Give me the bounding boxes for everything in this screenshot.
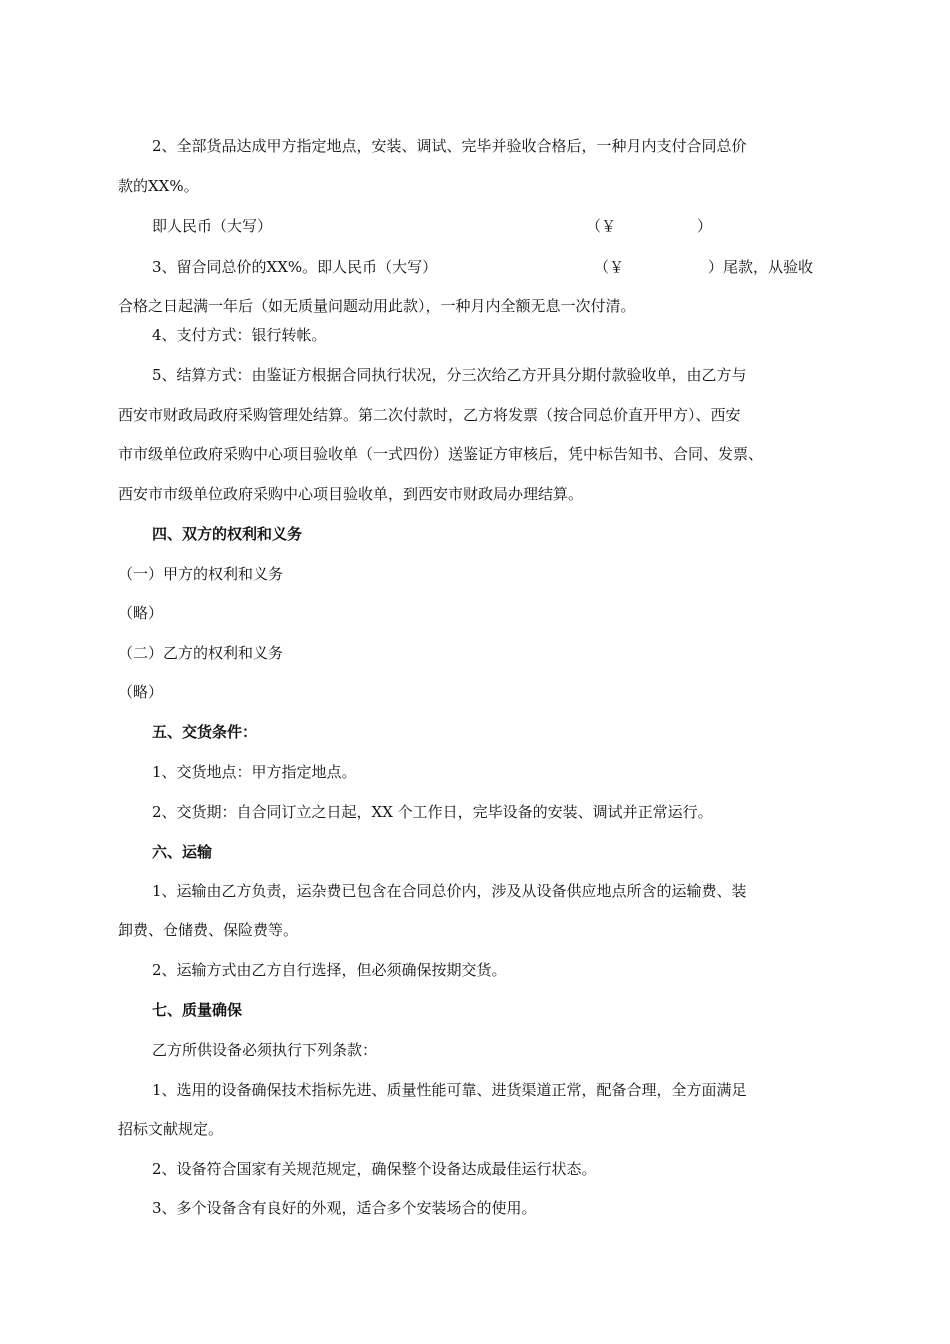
subsection-heading: （一）甲方的权利和义务 <box>118 565 284 583</box>
paragraph-line: 2、全部货品达成甲方指定地点，安装、调试、完毕并验收合格后，一种月内支付合同总价 <box>152 137 747 155</box>
paragraph-line: 2、设备符合国家有关规范规定，确保整个设备达成最佳运行状态。 <box>152 1160 597 1178</box>
paragraph-line: 即人民币（大写） <box>152 217 273 235</box>
section-heading: 六、运输 <box>152 843 213 861</box>
paragraph-line: 1、运输由乙方负责，运杂费已包含在合同总价内，涉及从设备供应地点所含的运输费、装 <box>152 882 747 900</box>
paragraph-line: 4、支付方式：银行转帐。 <box>152 326 327 344</box>
paragraph-line: 3、留合同总价的XX%。即人民币（大写） <box>152 258 438 276</box>
paragraph-line: 市市级单位政府采购中心项目验收单（一式四份）送鉴证方审核后，凭中标告知书、合同、发票、 <box>118 445 764 463</box>
paragraph-line: （略） <box>118 683 164 701</box>
paragraph-line: 2、运输方式由乙方自行选择，但必须确保按期交货。 <box>152 961 507 979</box>
paragraph-line: ）尾款，从验收 <box>708 258 814 276</box>
subsection-heading: （二）乙方的权利和义务 <box>118 644 284 662</box>
section-heading: 七、质量确保 <box>152 1001 243 1019</box>
paragraph-line: 招标文献规定。 <box>118 1120 224 1138</box>
paragraph-line: 西安市财政局政府采购管理处结算。第二次付款时，乙方将发票（按合同总价直开甲方）、西安 <box>118 406 741 424</box>
paragraph-line: 款的XX%。 <box>118 177 199 195</box>
paragraph-line: 西安市市级单位政府采购中心项目验收单，到西安市财政局办理结算。 <box>118 485 584 503</box>
paragraph-line: 2、交货期：自合同订立之日起，XX 个工作日，完毕设备的安装、调试并正常运行。 <box>152 803 713 821</box>
paragraph-line: 乙方所供设备必须执行下列条款： <box>152 1041 378 1059</box>
paragraph-line: （略） <box>118 604 164 622</box>
paragraph-line: 卸费、仓储费、保险费等。 <box>118 921 299 939</box>
paragraph-line: （￥ <box>586 217 617 235</box>
paragraph-line: 合格之日起满一年后（如无质量问题动用此款），一种月内全额无息一次付清。 <box>118 297 636 315</box>
paragraph-line: 3、多个设备含有良好的外观，适合多个安装场合的使用。 <box>152 1199 537 1217</box>
section-heading: 四、双方的权利和义务 <box>152 525 303 543</box>
paragraph-line: ） <box>697 217 713 235</box>
paragraph-line: 1、交货地点：甲方指定地点。 <box>152 763 357 781</box>
section-heading: 五、交货条件： <box>152 723 258 741</box>
paragraph-line: 1、选用的设备确保技术指标先进、质量性能可靠、进货渠道正常，配备合理，全方面满足 <box>152 1081 747 1099</box>
paragraph-line: 5、结算方式：由鉴证方根据合同执行状况，分三次给乙方开具分期付款验收单，由乙方与 <box>152 366 747 384</box>
paragraph-line: （￥ <box>594 258 625 276</box>
